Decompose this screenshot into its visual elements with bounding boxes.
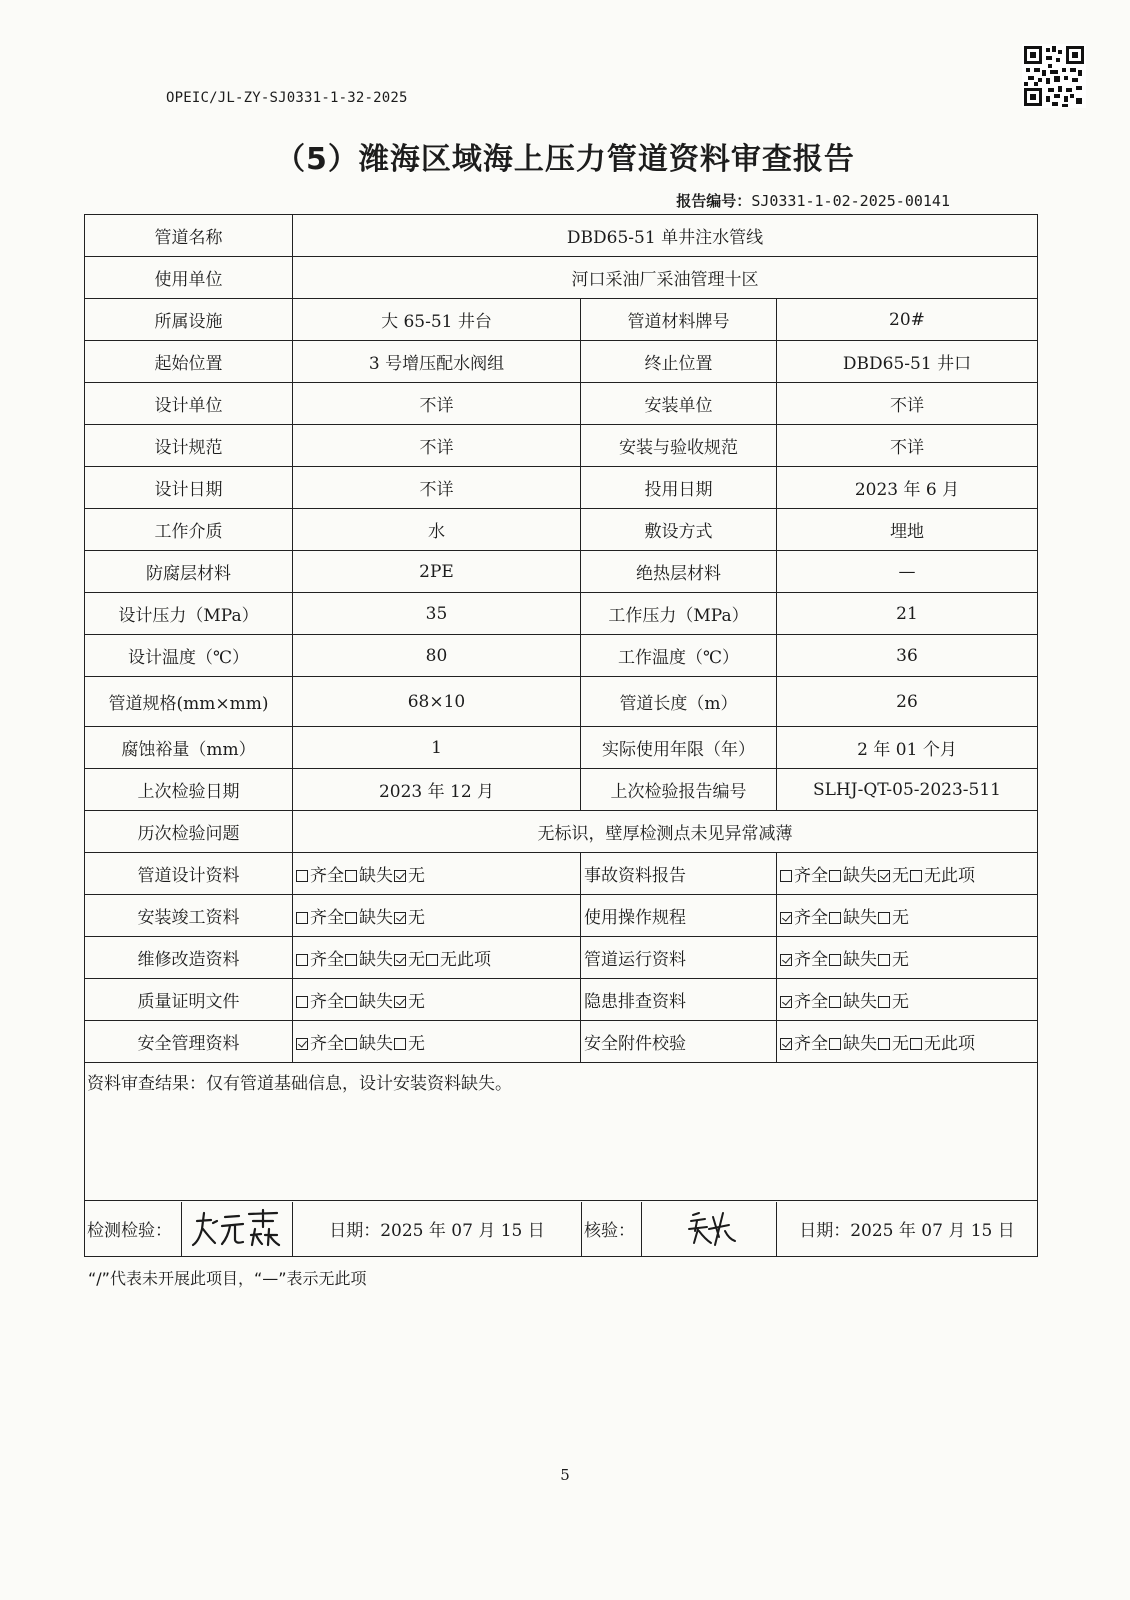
status-option-label: 无 bbox=[408, 908, 425, 928]
doc-status-group bbox=[293, 937, 581, 979]
field-label: 设计单位 bbox=[85, 383, 293, 425]
field-value: 2 年 01 个月 bbox=[777, 727, 1038, 769]
status-option-label: 无 bbox=[892, 866, 909, 886]
checkbox-checked-icon bbox=[394, 996, 406, 1008]
table-row bbox=[85, 769, 1038, 811]
inspection-date: 日期：2025 年 07 月 15 日 bbox=[329, 1221, 545, 1241]
status-option-label: 无此项 bbox=[924, 1034, 975, 1054]
field-value: 埋地 bbox=[777, 509, 1038, 551]
checkbox-empty-icon bbox=[345, 1038, 357, 1050]
status-option bbox=[829, 1029, 877, 1054]
report-number bbox=[676, 190, 950, 211]
field-label: 设计规范 bbox=[85, 425, 293, 467]
field-label: 终止位置 bbox=[581, 341, 777, 383]
table-row bbox=[85, 299, 1038, 341]
field-label: 管道材料牌号 bbox=[581, 299, 777, 341]
field-value: DBD65-51 井口 bbox=[777, 341, 1038, 383]
status-option bbox=[780, 903, 828, 928]
page-title: （5）潍海区域海上压力管道资料审查报告 bbox=[275, 142, 855, 177]
status-option bbox=[345, 945, 393, 970]
field-value: 不详 bbox=[777, 383, 1038, 425]
checkbox-empty-icon bbox=[780, 870, 792, 882]
status-option-label: 无 bbox=[408, 950, 425, 970]
checkbox-empty-icon bbox=[345, 870, 357, 882]
doc-status-group bbox=[293, 1021, 581, 1063]
field-label: 管道长度（m） bbox=[581, 677, 777, 727]
status-option bbox=[878, 903, 909, 928]
doc-status-group bbox=[777, 853, 1038, 895]
pipe-name-value: DBD65-51 单井注水管线 bbox=[293, 215, 1038, 257]
status-option-label: 无此项 bbox=[440, 950, 491, 970]
status-option bbox=[878, 945, 909, 970]
status-option-label: 缺失 bbox=[359, 1034, 393, 1054]
field-value: 不详 bbox=[293, 467, 581, 509]
history-label: 历次检验问题 bbox=[85, 811, 293, 853]
status-option-label: 缺失 bbox=[359, 992, 393, 1012]
status-option bbox=[296, 903, 344, 928]
checkbox-empty-icon bbox=[345, 912, 357, 924]
status-option-label: 无 bbox=[892, 992, 909, 1012]
checkbox-empty-icon bbox=[345, 954, 357, 966]
field-value: 26 bbox=[777, 677, 1038, 727]
field-label: 设计压力（MPa） bbox=[85, 593, 293, 635]
checkbox-row bbox=[85, 979, 1038, 1021]
field-value: 不详 bbox=[777, 425, 1038, 467]
checkbox-empty-icon bbox=[910, 1038, 922, 1050]
status-option bbox=[829, 945, 877, 970]
field-value: 35 bbox=[293, 593, 581, 635]
status-option-label: 缺失 bbox=[359, 908, 393, 928]
checkbox-row bbox=[85, 895, 1038, 937]
field-value: SLHJ-QT-05-2023-511 bbox=[777, 769, 1038, 811]
checkbox-checked-icon bbox=[780, 1038, 792, 1050]
status-option-label: 无 bbox=[892, 950, 909, 970]
checkbox-empty-icon bbox=[878, 996, 890, 1008]
table-row bbox=[85, 383, 1038, 425]
status-option bbox=[829, 903, 877, 928]
status-option-label: 齐全 bbox=[794, 866, 828, 886]
status-option bbox=[345, 903, 393, 928]
field-label: 安装单位 bbox=[581, 383, 777, 425]
status-option-label: 无 bbox=[408, 992, 425, 1012]
table-row bbox=[85, 551, 1038, 593]
doc-type-label: 安全管理资料 bbox=[85, 1021, 293, 1063]
status-option bbox=[345, 861, 393, 886]
field-value: 水 bbox=[293, 509, 581, 551]
status-option-label: 缺失 bbox=[359, 950, 393, 970]
status-option-label: 缺失 bbox=[843, 908, 877, 928]
status-option bbox=[829, 987, 877, 1012]
checkbox-empty-icon bbox=[878, 1038, 890, 1050]
doc-type-label: 管道设计资料 bbox=[85, 853, 293, 895]
field-value: 2023 年 6 月 bbox=[777, 467, 1038, 509]
pipe-name-label: 管道名称 bbox=[85, 215, 293, 257]
field-label: 绝热层材料 bbox=[581, 551, 777, 593]
status-option bbox=[296, 1029, 344, 1054]
status-option-label: 齐全 bbox=[794, 992, 828, 1012]
table-row bbox=[85, 811, 1038, 853]
field-label: 工作介质 bbox=[85, 509, 293, 551]
status-option-label: 齐全 bbox=[794, 950, 828, 970]
field-value: 大 65-51 井台 bbox=[293, 299, 581, 341]
review-result: 资料审查结果：仅有管道基础信息，设计安装资料缺失。 bbox=[85, 1063, 1038, 1201]
inspector-label: 检测检验： bbox=[87, 1221, 172, 1241]
field-value: 3 号增压配水阀组 bbox=[293, 341, 581, 383]
doc-type-label: 事故资料报告 bbox=[581, 853, 777, 895]
checkbox-empty-icon bbox=[829, 912, 841, 924]
checkbox-empty-icon bbox=[829, 954, 841, 966]
status-option bbox=[394, 945, 425, 970]
doc-status-group bbox=[777, 937, 1038, 979]
field-label: 投用日期 bbox=[581, 467, 777, 509]
checkbox-empty-icon bbox=[878, 912, 890, 924]
status-option bbox=[878, 861, 909, 886]
field-label: 安装与验收规范 bbox=[581, 425, 777, 467]
status-option-label: 无此项 bbox=[924, 866, 975, 886]
checkbox-empty-icon bbox=[829, 870, 841, 882]
checkbox-checked-icon bbox=[394, 954, 406, 966]
review-table bbox=[84, 214, 1038, 1257]
field-label: 腐蚀裕量（mm） bbox=[85, 727, 293, 769]
user-unit-label: 使用单位 bbox=[85, 257, 293, 299]
field-value: 36 bbox=[777, 635, 1038, 677]
field-value: 20# bbox=[777, 299, 1038, 341]
table-row bbox=[85, 467, 1038, 509]
checkbox-row bbox=[85, 853, 1038, 895]
inspector-signature bbox=[181, 1202, 293, 1256]
table-row bbox=[85, 677, 1038, 727]
field-label: 防腐层材料 bbox=[85, 551, 293, 593]
status-option bbox=[296, 861, 344, 886]
status-option bbox=[780, 945, 828, 970]
doc-status-group bbox=[293, 895, 581, 937]
table-row bbox=[85, 1063, 1038, 1201]
status-option-label: 齐全 bbox=[310, 908, 344, 928]
status-option-label: 无 bbox=[892, 908, 909, 928]
checkbox-checked-icon bbox=[394, 870, 406, 882]
doc-type-label: 安装竣工资料 bbox=[85, 895, 293, 937]
field-value: 68×10 bbox=[293, 677, 581, 727]
checkbox-empty-icon bbox=[296, 954, 308, 966]
checkbox-empty-icon bbox=[394, 1038, 406, 1050]
field-value: — bbox=[777, 551, 1038, 593]
status-option bbox=[910, 861, 975, 886]
checkbox-empty-icon bbox=[296, 996, 308, 1008]
field-label: 管道规格(mm×mm) bbox=[85, 677, 293, 727]
checkbox-checked-icon bbox=[780, 912, 792, 924]
doc-type-label: 安全附件校验 bbox=[581, 1021, 777, 1063]
status-option-label: 无 bbox=[892, 1034, 909, 1054]
status-option-label: 齐全 bbox=[794, 908, 828, 928]
status-option-label: 无 bbox=[408, 1034, 425, 1054]
field-label: 设计温度（℃） bbox=[85, 635, 293, 677]
report-number-label: 报告编号： bbox=[676, 192, 752, 210]
checkbox-checked-icon bbox=[780, 954, 792, 966]
status-option bbox=[780, 987, 828, 1012]
doc-type-label: 管道运行资料 bbox=[581, 937, 777, 979]
checkbox-empty-icon bbox=[910, 870, 922, 882]
status-option bbox=[394, 861, 425, 886]
doc-type-label: 质量证明文件 bbox=[85, 979, 293, 1021]
status-option bbox=[829, 861, 877, 886]
status-option bbox=[780, 1029, 828, 1054]
doc-status-group bbox=[777, 895, 1038, 937]
checkbox-checked-icon bbox=[394, 912, 406, 924]
status-option bbox=[780, 861, 828, 886]
status-option-label: 齐全 bbox=[310, 950, 344, 970]
doc-status-group bbox=[777, 1021, 1038, 1063]
table-row bbox=[85, 635, 1038, 677]
signature-row bbox=[85, 1201, 1038, 1257]
footnote: “/”代表未开展此项目，“—”表示无此项 bbox=[88, 1269, 367, 1288]
table-row bbox=[85, 215, 1038, 257]
doc-status-group bbox=[293, 979, 581, 1021]
document-code: OPEIC/JL-ZY-SJ0331-1-32-2025 bbox=[166, 90, 408, 106]
inspector-signature-icon bbox=[189, 1207, 285, 1251]
doc-type-label: 隐患排查资料 bbox=[581, 979, 777, 1021]
field-value: 不详 bbox=[293, 383, 581, 425]
checkbox-empty-icon bbox=[878, 954, 890, 966]
status-option bbox=[345, 1029, 393, 1054]
checkbox-checked-icon bbox=[296, 1038, 308, 1050]
status-option bbox=[345, 987, 393, 1012]
table-row bbox=[85, 257, 1038, 299]
status-option bbox=[910, 1029, 975, 1054]
field-label: 所属设施 bbox=[85, 299, 293, 341]
checkbox-empty-icon bbox=[296, 870, 308, 882]
checkbox-empty-icon bbox=[829, 996, 841, 1008]
status-option bbox=[878, 1029, 909, 1054]
status-option bbox=[878, 987, 909, 1012]
doc-status-group bbox=[293, 853, 581, 895]
review-signature-icon bbox=[679, 1207, 739, 1251]
field-value: 2023 年 12 月 bbox=[293, 769, 581, 811]
table-row bbox=[85, 593, 1038, 635]
status-option bbox=[296, 945, 344, 970]
status-option-label: 缺失 bbox=[843, 992, 877, 1012]
status-option-label: 无 bbox=[408, 866, 425, 886]
doc-type-label: 使用操作规程 bbox=[581, 895, 777, 937]
checkbox-checked-icon bbox=[878, 870, 890, 882]
checkbox-row bbox=[85, 937, 1038, 979]
status-option-label: 缺失 bbox=[843, 950, 877, 970]
checkbox-empty-icon bbox=[296, 912, 308, 924]
user-unit-value: 河口采油厂采油管理十区 bbox=[293, 257, 1038, 299]
checkbox-checked-icon bbox=[780, 996, 792, 1008]
status-option bbox=[296, 987, 344, 1012]
field-label: 实际使用年限（年） bbox=[581, 727, 777, 769]
checkbox-empty-icon bbox=[829, 1038, 841, 1050]
status-option-label: 齐全 bbox=[794, 1034, 828, 1054]
field-value: 80 bbox=[293, 635, 581, 677]
page-number: 5 bbox=[560, 1466, 570, 1484]
report-number-value: SJ0331-1-02-2025-00141 bbox=[751, 192, 950, 210]
table-row bbox=[85, 509, 1038, 551]
field-label: 设计日期 bbox=[85, 467, 293, 509]
status-option bbox=[426, 945, 491, 970]
table-row bbox=[85, 341, 1038, 383]
table-row bbox=[85, 727, 1038, 769]
table-row bbox=[85, 425, 1038, 467]
status-option-label: 齐全 bbox=[310, 866, 344, 886]
status-option-label: 缺失 bbox=[843, 866, 877, 886]
status-option-label: 齐全 bbox=[310, 1034, 344, 1054]
status-option bbox=[394, 1029, 425, 1054]
field-label: 工作压力（MPa） bbox=[581, 593, 777, 635]
review-signature bbox=[641, 1202, 777, 1256]
checkbox-empty-icon bbox=[345, 996, 357, 1008]
field-label: 上次检验日期 bbox=[85, 769, 293, 811]
field-label: 敷设方式 bbox=[581, 509, 777, 551]
checkbox-row bbox=[85, 1021, 1038, 1063]
history-value: 无标识，壁厚检测点未见异常减薄 bbox=[293, 811, 1038, 853]
field-label: 起始位置 bbox=[85, 341, 293, 383]
status-option bbox=[394, 987, 425, 1012]
doc-status-group bbox=[777, 979, 1038, 1021]
field-label: 上次检验报告编号 bbox=[581, 769, 777, 811]
status-option bbox=[394, 903, 425, 928]
qr-code bbox=[1022, 44, 1086, 108]
field-label: 工作温度（℃） bbox=[581, 635, 777, 677]
checkbox-empty-icon bbox=[426, 954, 438, 966]
status-option-label: 齐全 bbox=[310, 992, 344, 1012]
field-value: 2PE bbox=[293, 551, 581, 593]
doc-type-label: 维修改造资料 bbox=[85, 937, 293, 979]
review-label: 核验： bbox=[581, 1202, 641, 1256]
field-value: 21 bbox=[777, 593, 1038, 635]
field-value: 1 bbox=[293, 727, 581, 769]
status-option-label: 缺失 bbox=[843, 1034, 877, 1054]
status-option-label: 缺失 bbox=[359, 866, 393, 886]
field-value: 不详 bbox=[293, 425, 581, 467]
review-date: 日期：2025 年 07 月 15 日 bbox=[799, 1221, 1015, 1241]
